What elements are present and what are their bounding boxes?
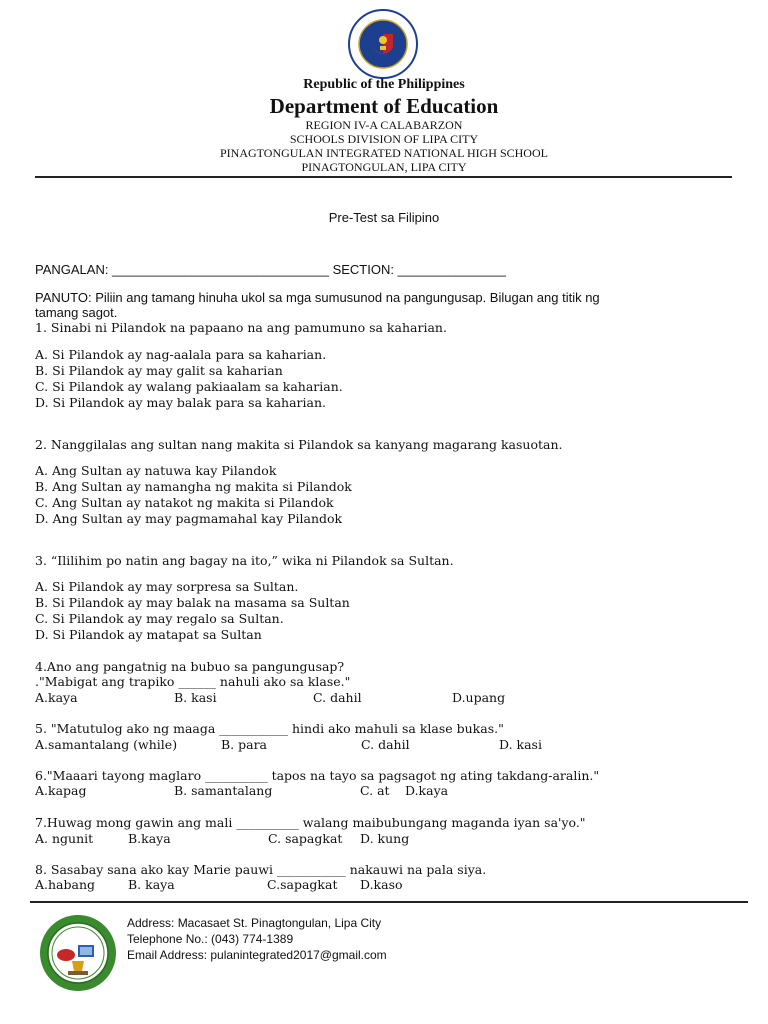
question-6-option-c: C. at	[360, 783, 390, 798]
question-8-option-b: B. kaya	[128, 877, 175, 892]
header-divider	[35, 176, 732, 178]
question-4-option-b: B. kasi	[174, 690, 217, 705]
question-6-stem: 6."Maaari tayong maglaro __________ tapos na tayo sa pagsagot ng ating takdang-aralin."	[35, 768, 600, 783]
question-5-option-d: D. kasi	[499, 737, 542, 752]
school-text: PINAGTONGULAN INTEGRATED NATIONAL HIGH SCHOOL	[220, 146, 548, 160]
question-7-option-a: A. ngunit	[35, 831, 94, 846]
question-7-option-c: C. sapagkat	[268, 831, 343, 846]
question-8-stem: 8. Sasabay sana ako kay Marie pauwi ___________ nakauwi na pala siya.	[35, 862, 487, 877]
question-7-option-d: D. kung	[360, 831, 410, 846]
department-heading: Department of Education	[269, 94, 499, 118]
question-3-option-a: A. Si Pilandok ay may sorpresa sa Sultan.	[35, 579, 299, 594]
question-3-option-b: B. Si Pilandok ay may balak na masama sa Sultan	[35, 595, 350, 610]
question-6-option-b: B. samantalang	[174, 783, 273, 798]
division-text: SCHOOLS DIVISION OF LIPA CITY	[289, 132, 479, 146]
question-2-option-a: A. Ang Sultan ay natuwa kay Pilandok	[35, 463, 277, 478]
question-1-option-c: C. Si Pilandok ay walang pakiaalam sa kaharian.	[35, 379, 343, 394]
question-2-option-d: D. Ang Sultan ay may pagmamahal kay Pilandok	[35, 511, 343, 526]
footer-address: Address: Macasaet St. Pinagtongulan, Lipa City	[127, 916, 382, 930]
question-8-option-a: A.habang	[35, 877, 96, 892]
directions-line-1: PANUTO: Piliin ang tamang hinuha ukol sa mga sumusunod na pangungusap. Bilugan ang titik ng	[35, 290, 600, 305]
question-8-option-c: C.sapagkat	[267, 877, 338, 892]
directions-line-2: tamang sagot.	[35, 305, 118, 320]
school-seal-logo	[38, 913, 118, 993]
question-4-option-a: A.kaya	[35, 690, 78, 705]
question-8-option-d: D.kaso	[360, 877, 403, 892]
question-2-option-b: B. Ang Sultan ay namangha ng makita si Pilandok	[35, 479, 352, 494]
location-text: PINAGTONGULAN, LIPA CITY	[301, 160, 467, 174]
question-1-stem: 1. Sinabi ni Pilandok na papaano na ang pamumuno sa kaharian.	[35, 320, 447, 335]
question-4-stem: 4.Ano ang pangatnig na bubuo sa pangungusap?	[35, 659, 345, 674]
region-text: REGION IV-A CALABARZON	[305, 118, 463, 132]
question-2-stem: 2. Nanggilalas ang sultan nang makita si Pilandok sa kanyang magarang kasuotan.	[35, 437, 563, 452]
question-5-option-c: C. dahil	[361, 737, 410, 752]
question-5-option-a: A.samantalang (while)	[35, 737, 178, 752]
question-5-option-b: B. para	[221, 737, 268, 752]
question-6-option-a: A.kapag	[35, 783, 87, 798]
deped-seal-logo	[347, 8, 419, 80]
question-7-stem: 7.Huwag mong gawin ang mali __________ walang maibubungang maganda iyan sa'yo."	[35, 815, 586, 830]
question-4-option-c: C. dahil	[313, 690, 362, 705]
footer-telephone: Telephone No.: (043) 774-1389	[127, 932, 294, 946]
question-5-stem: 5. "Matutulog ako ng maaga ___________ hindi ako mahuli sa klase bukas."	[35, 721, 504, 736]
question-1-option-d: D. Si Pilandok ay may balak para sa kaharian.	[35, 395, 326, 410]
question-2-option-c: C. Ang Sultan ay natakot ng makita si Pilandok	[35, 495, 334, 510]
question-1-option-b: B. Si Pilandok ay may galit sa kaharian	[35, 363, 283, 378]
question-1-option-a: A. Si Pilandok ay nag-aalala para sa kaharian.	[35, 347, 327, 362]
question-7-option-b: B.kaya	[128, 831, 171, 846]
question-6-option-d: D.kaya	[405, 783, 449, 798]
footer-email: Email Address: pulanintegrated2017@gmail.com	[127, 948, 387, 962]
question-3-option-d: D. Si Pilandok ay matapat sa Sultan	[35, 627, 262, 642]
footer-divider	[30, 901, 748, 903]
question-4-sentence: ."Mabigat ang trapiko ______ nahuli ako sa klase."	[35, 674, 351, 689]
question-4-option-d: D.upang	[452, 690, 506, 705]
test-title: Pre-Test sa Filipino	[328, 210, 440, 225]
question-3-option-c: C. Si Pilandok ay may regalo sa Sultan.	[35, 611, 284, 626]
question-3-stem: 3. “Ililihim po natin ang bagay na ito,” wika ni Pilandok sa Sultan.	[35, 553, 454, 568]
name-section-line: PANGALAN: ______________________________ SECTION: _______________	[35, 262, 507, 277]
republic-heading: Republic of the Philippines	[303, 77, 465, 92]
